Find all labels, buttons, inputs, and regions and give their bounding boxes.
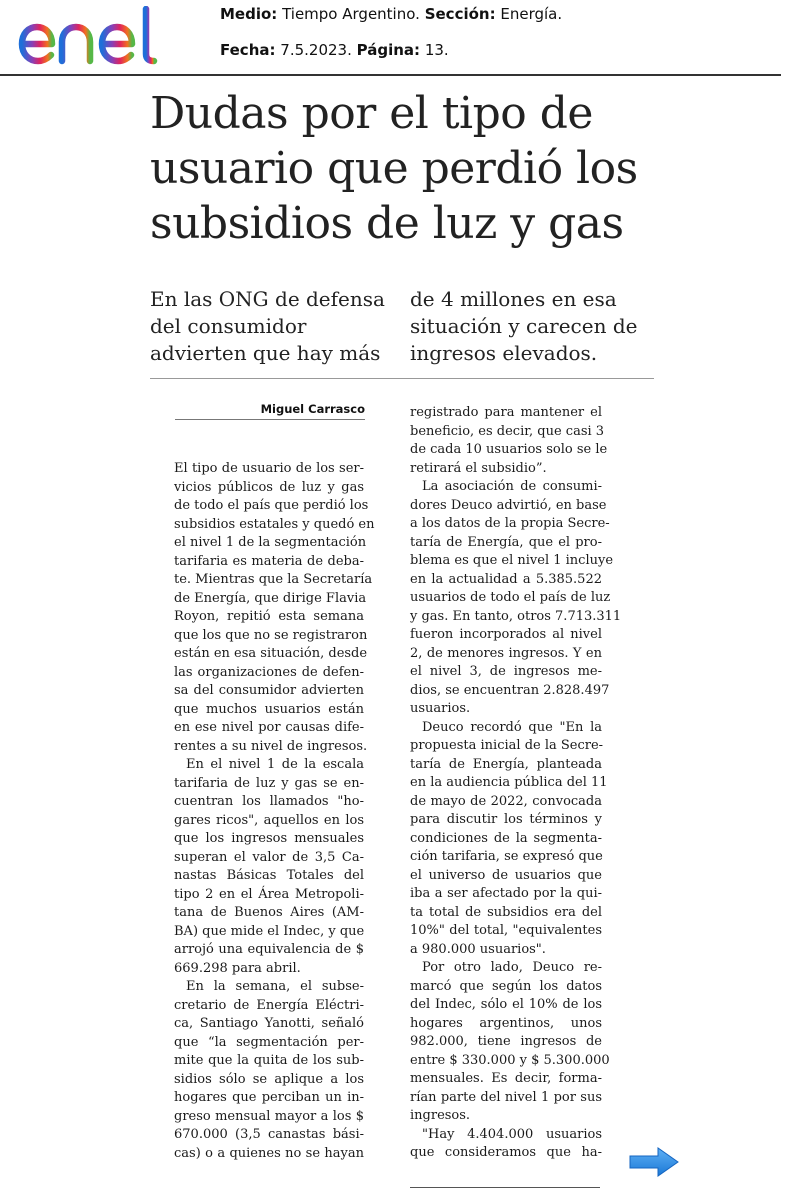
- body-line: dios, se encuentran 2.828.497: [410, 682, 610, 698]
- body-column-left: [174, 460, 375, 1163]
- body-line: greso mensual mayor a los $: [174, 1108, 364, 1124]
- body-line: Por otro lado, Deuco re-: [422, 960, 602, 975]
- next-page-arrow-icon[interactable]: [628, 1146, 680, 1178]
- body-line: BA) que mide el Indec, y que: [174, 923, 365, 939]
- deck-line: del consumidor: [150, 314, 307, 338]
- body-line: registrado para mantener el: [410, 405, 602, 420]
- body-line: del Indec, sólo el 10% de los: [410, 997, 602, 1012]
- footer-divider: [410, 1187, 600, 1188]
- body-line: el nivel 3, de ingresos me-: [410, 664, 602, 679]
- body-line: arrojó una equivalencia de $: [174, 942, 364, 957]
- body-line: 669.298 para abril.: [174, 960, 301, 976]
- body-line: que los que no se registraron: [174, 627, 368, 643]
- medio-value: Tiempo Argentino.: [282, 5, 420, 23]
- pagina-value: 13.: [424, 41, 449, 59]
- body-line: hogares argentinos, unos: [410, 1015, 602, 1031]
- body-line: de todo el país que perdió los: [174, 498, 369, 513]
- body-line: a los datos de la propia Secre-: [410, 516, 610, 531]
- body-line: taría de Energía, que el pro-: [410, 534, 602, 550]
- deck-left: [150, 286, 385, 367]
- deck-right: [410, 286, 637, 367]
- body-line: y gas. En tanto, otros 7.713.311: [410, 608, 622, 624]
- body-line: entre $ 330.000 y $ 5.300.000: [410, 1052, 610, 1068]
- body-line: las organizaciones de defen-: [174, 664, 364, 680]
- title-line: subsidios de luz y gas: [150, 198, 624, 249]
- body-line: de Energía, que dirige Flavia: [174, 590, 367, 606]
- pagina-label: Página:: [356, 41, 421, 59]
- body-line: "Hay 4.404.000 usuarios: [422, 1126, 602, 1142]
- body-line: La asociación de consumi-: [422, 479, 602, 494]
- title-line: Dudas por el tipo de: [150, 88, 593, 139]
- body-line: cuentran los llamados "ho-: [174, 794, 364, 809]
- meta-fecha-pagina: [220, 40, 449, 60]
- body-line: dores Deuco advirtió, en base: [410, 497, 607, 513]
- body-line: Deuco recordó que "En la: [422, 719, 602, 735]
- body-line: sa del consumidor advierten: [174, 683, 364, 698]
- body-line: rían parte del nivel 1 por sus: [410, 1089, 602, 1105]
- header-divider: [0, 74, 781, 76]
- body-line: de cada 10 usuarios solo se le: [410, 442, 608, 457]
- body-line: cas) o a quienes no se hayan: [174, 1145, 364, 1161]
- body-line: en la actualidad a 5.385.522: [410, 571, 602, 587]
- deck-line: de 4 millones en esa: [410, 287, 617, 311]
- seccion-label: Sección:: [424, 5, 496, 23]
- body-line: te. Mientras que la Secretaría: [174, 572, 373, 587]
- body-line: 10%" del total, "equivalentes: [410, 923, 602, 938]
- byline: Miguel Carrasco: [260, 402, 365, 416]
- body-line: para discutir los términos y: [410, 812, 602, 827]
- body-column-right: [410, 404, 622, 1163]
- deck-line: En las ONG de defensa: [150, 287, 385, 311]
- byline-divider: [175, 419, 365, 420]
- body-line: el universo de usuarios que: [410, 867, 602, 883]
- body-line: ca, Santiago Yanotti, señaló: [174, 1016, 364, 1031]
- body-line: tana de Buenos Aires (AM-: [174, 905, 364, 920]
- body-line: ingresos.: [410, 1108, 471, 1123]
- body-line: que consideramos que ha-: [410, 1145, 602, 1160]
- meta-medio-seccion: [220, 4, 562, 24]
- body-line: mensuales. Es decir, forma-: [410, 1071, 602, 1086]
- title-line: usuario que perdió los: [150, 143, 638, 194]
- deck-line: ingresos elevados.: [410, 341, 598, 365]
- body-line: vicios públicos de luz y gas: [174, 479, 364, 495]
- body-line: En el nivel 1 de la escala: [186, 757, 364, 772]
- body-line: taría de Energía, planteada: [410, 756, 602, 772]
- fecha-value: 7.5.2023.: [280, 41, 352, 59]
- body-line: tarifaria de luz y gas se en-: [174, 775, 364, 791]
- enel-logo: [18, 6, 180, 68]
- body-line: tarifaria es materia de deba-: [174, 553, 364, 569]
- body-line: mite que la quita de los sub-: [174, 1053, 364, 1068]
- body-line: retirará el subsidio”.: [410, 460, 547, 476]
- body-line: que muchos usuarios están: [174, 701, 364, 717]
- body-line: rentes a su nivel de ingresos.: [174, 738, 368, 754]
- body-line: nastas Básicas Totales del: [174, 868, 364, 883]
- body-line: fueron incorporados al nivel: [410, 627, 602, 642]
- seccion-value: Energía.: [500, 5, 563, 23]
- fecha-label: Fecha:: [220, 41, 276, 59]
- body-line: usuarios de todo el país de luz: [410, 590, 611, 605]
- deck-line: situación y carecen de: [410, 314, 638, 338]
- deck-divider: [150, 378, 654, 379]
- body-line: 2, de menores ingresos. Y en: [410, 645, 602, 661]
- body-line: usuarios.: [410, 701, 471, 716]
- body-line: tipo 2 en el Área Metropoli-: [174, 886, 364, 902]
- body-line: hogares que perciban un in-: [174, 1090, 364, 1105]
- body-line: que “la segmentación per-: [174, 1034, 364, 1050]
- body-line: gares ricos", aquellos en los: [174, 812, 364, 828]
- body-line: ción tarifaria, se expresó que: [410, 849, 603, 864]
- article-title: [150, 86, 710, 251]
- body-line: están en esa situación, desde: [174, 646, 368, 661]
- body-line: beneficio, es decir, que casi 3: [410, 423, 605, 439]
- body-line: propuesta inicial de la Secre-: [410, 738, 604, 753]
- body-line: que los ingresos mensuales: [174, 831, 364, 846]
- deck-line: advierten que hay más: [150, 341, 381, 365]
- body-line: a 980.000 usuarios".: [410, 941, 546, 957]
- body-line: En la semana, el subse-: [186, 979, 364, 994]
- body-line: iba a ser afectado por la qui-: [410, 886, 602, 901]
- body-line: ta total de subsidios era del: [410, 904, 602, 920]
- body-line: cretario de Energía Eléctri-: [174, 997, 364, 1013]
- body-line: 982.000, tiene ingresos de: [410, 1034, 602, 1049]
- body-line: Royon, repitió esta semana: [174, 609, 364, 624]
- body-line: 670.000 (3,5 canastas bási-: [174, 1127, 364, 1142]
- body-line: condiciones de la segmenta-: [410, 830, 602, 846]
- body-line: superan el valor de 3,5 Ca-: [174, 849, 364, 865]
- body-line: marcó que según los datos: [410, 978, 602, 994]
- body-line: blema es que el nivel 1 incluye: [410, 553, 614, 568]
- body-line: sidios sólo se aplique a los: [174, 1071, 364, 1087]
- body-line: en la audiencia pública del 11: [410, 775, 608, 790]
- body-line: El tipo de usuario de los ser-: [174, 461, 364, 476]
- body-line: el nivel 1 de la segmentación: [174, 535, 367, 550]
- body-line: de mayo de 2022, convocada: [410, 793, 602, 809]
- body-line: en ese nivel por causas dife-: [174, 720, 364, 735]
- medio-label: Medio:: [220, 5, 278, 23]
- body-line: subsidios estatales y quedó en: [174, 516, 375, 532]
